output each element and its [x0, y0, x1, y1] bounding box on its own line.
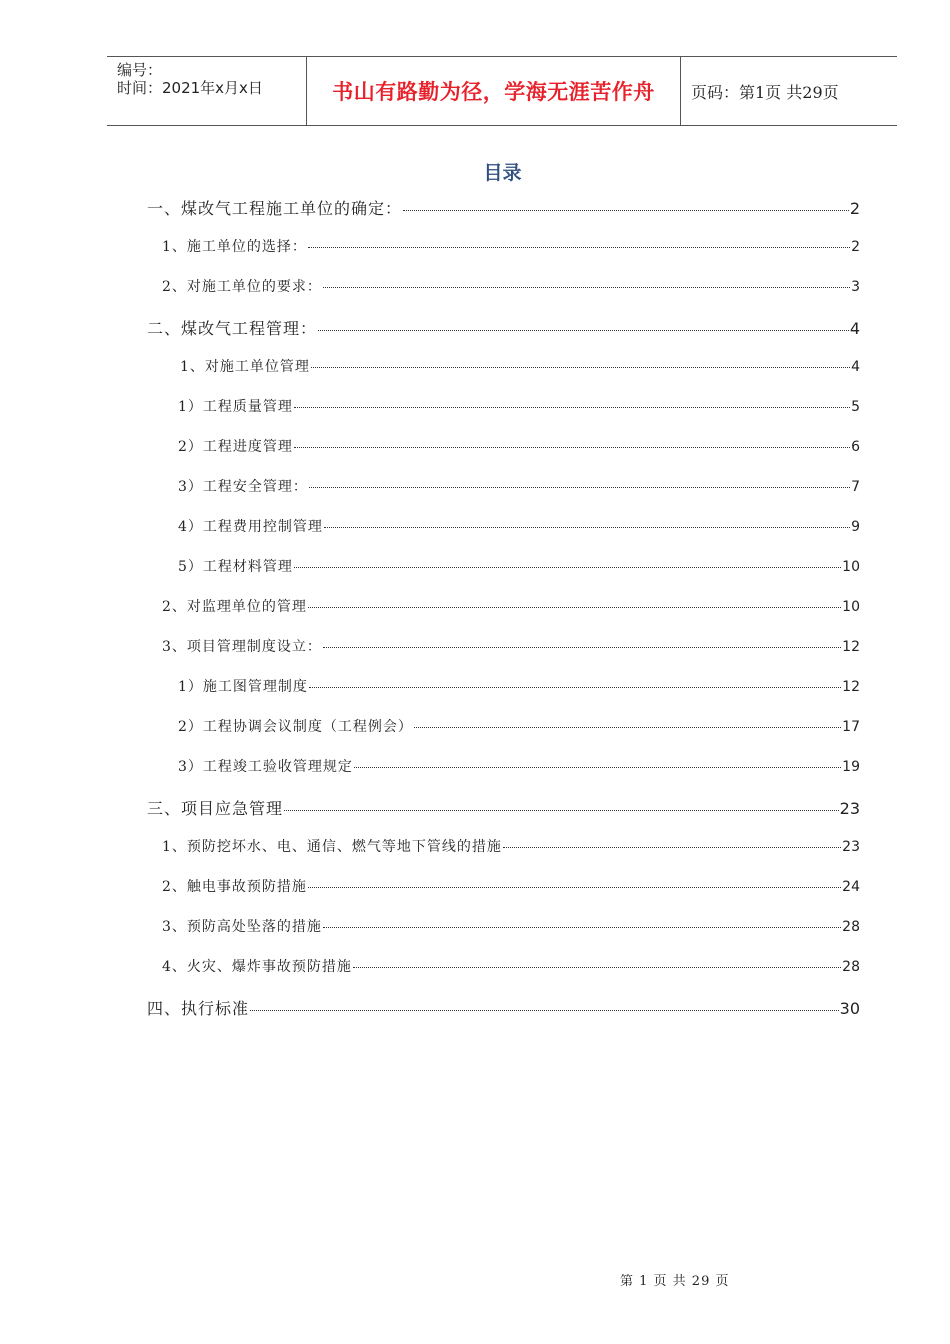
toc-entry[interactable]: [178, 556, 860, 584]
toc-dot-leader: [250, 1010, 839, 1011]
toc-entry-label: 2、触电事故预防措施: [162, 879, 307, 895]
toc-dot-leader: [311, 367, 850, 368]
toc-entry[interactable]: [178, 756, 860, 784]
toc-entry[interactable]: [178, 716, 860, 744]
toc-entry[interactable]: [147, 316, 860, 344]
toc-entry-page: 3: [851, 279, 860, 295]
toc-entry[interactable]: [178, 476, 860, 504]
toc-entry[interactable]: [162, 916, 860, 944]
toc-entry-label: 1）施工图管理制度: [178, 679, 308, 695]
toc-entry[interactable]: [162, 596, 860, 624]
toc-entry-label: 3）工程竣工验收管理规定: [178, 759, 353, 775]
toc-entry[interactable]: [162, 636, 860, 664]
toc-entry-page: 12: [842, 679, 860, 695]
toc-entry-page: 17: [842, 719, 860, 735]
toc-entry[interactable]: [178, 436, 860, 464]
toc-entry-page: 10: [842, 559, 860, 575]
toc-entry-page: 24: [842, 879, 860, 895]
toc-entry[interactable]: [178, 396, 860, 424]
toc-entry-page: 4: [849, 319, 860, 338]
toc-entry-page: 28: [842, 959, 860, 975]
toc-dot-leader: [353, 967, 841, 968]
toc-entry[interactable]: [162, 276, 860, 304]
toc-dot-leader: [294, 567, 841, 568]
toc-entry-page: 23: [839, 799, 860, 818]
toc-entry-label: 1、预防挖坏水、电、通信、燃气等地下管线的措施: [162, 839, 502, 855]
toc-entry-label: 3、项目管理制度设立：: [162, 639, 322, 655]
toc-entry-label: 3、预防高处坠落的措施: [162, 919, 322, 935]
toc-dot-leader: [403, 210, 849, 211]
toc-dot-leader: [284, 810, 839, 811]
toc-dot-leader: [323, 647, 841, 648]
header-motto: 书山有路勤为径，学海无涯苦作舟: [307, 57, 681, 125]
toc-entry-page: 5: [851, 399, 860, 415]
toc-entry-label: 2）工程协调会议制度（工程例会）: [178, 719, 413, 735]
toc-dot-leader: [309, 687, 841, 688]
toc-entry[interactable]: [162, 836, 860, 864]
toc-entry-label: 1）工程质量管理: [178, 399, 293, 415]
toc-entry[interactable]: [147, 796, 860, 824]
toc-dot-leader: [323, 287, 850, 288]
toc-entry-label: 3）工程安全管理：: [178, 479, 308, 495]
page-header: [107, 56, 897, 126]
toc-entry-page: 2: [849, 199, 860, 218]
toc-entry-page: 2: [851, 239, 860, 255]
toc-entry-label: 2、对监理单位的管理: [162, 599, 307, 615]
toc-entry-page: 28: [842, 919, 860, 935]
toc-entry-page: 4: [851, 359, 860, 375]
toc-dot-leader: [503, 847, 841, 848]
toc-entry[interactable]: [178, 516, 860, 544]
toc-entry-label: 5）工程材料管理: [178, 559, 293, 575]
toc-dot-leader: [414, 727, 841, 728]
toc-entry-label: 1、施工单位的选择：: [162, 239, 307, 255]
toc-entry[interactable]: [162, 236, 860, 264]
toc-entry[interactable]: [162, 956, 860, 984]
toc-entry-label: 一、煤改气工程施工单位的确定：: [147, 199, 403, 218]
toc-entry-page: 6: [851, 439, 860, 455]
toc-entry-page: 30: [839, 999, 860, 1018]
toc-entry-page: 10: [842, 599, 860, 615]
toc-entry-page: 9: [851, 519, 860, 535]
toc-dot-leader: [318, 330, 849, 331]
toc-entry-label: 4）工程费用控制管理: [178, 519, 323, 535]
toc-entry-label: 二、煤改气工程管理：: [147, 319, 318, 338]
toc-entry-label: 1、对施工单位管理: [180, 359, 310, 375]
toc-entry-label: 三、项目应急管理: [147, 799, 284, 818]
toc-dot-leader: [308, 607, 841, 608]
document-number-label: 编号：: [117, 61, 163, 79]
toc-dot-leader: [308, 887, 841, 888]
toc-dot-leader: [294, 447, 850, 448]
header-page-info: 页码：第1页 共29页: [691, 82, 839, 102]
toc-entry-label: 四、执行标准: [147, 999, 250, 1018]
toc-entry[interactable]: [178, 676, 860, 704]
toc-entry-label: 4、火灾、爆炸事故预防措施: [162, 959, 352, 975]
toc-dot-leader: [324, 527, 850, 528]
toc-dot-leader: [294, 407, 850, 408]
toc-entry-page: 23: [842, 839, 860, 855]
toc-entry-label: 2）工程进度管理: [178, 439, 293, 455]
toc-entry[interactable]: [147, 996, 860, 1024]
toc-entry[interactable]: [162, 876, 860, 904]
toc-dot-leader: [308, 247, 850, 248]
toc-title: 目录: [483, 162, 522, 184]
header-meta: [107, 57, 307, 125]
toc-entry-label: 2、对施工单位的要求：: [162, 279, 322, 295]
toc-dot-leader: [323, 927, 841, 928]
toc-entry-page: 7: [851, 479, 860, 495]
toc-entry-page: 19: [842, 759, 860, 775]
page-footer: 第 1 页 共 29 页: [620, 1274, 730, 1289]
toc-entry-page: 12: [842, 639, 860, 655]
document-time: 时间：2021年x月x日: [117, 79, 263, 97]
toc-dot-leader: [309, 487, 850, 488]
toc-entry[interactable]: [180, 356, 860, 384]
toc-dot-leader: [354, 767, 841, 768]
toc-entry[interactable]: [147, 196, 860, 224]
